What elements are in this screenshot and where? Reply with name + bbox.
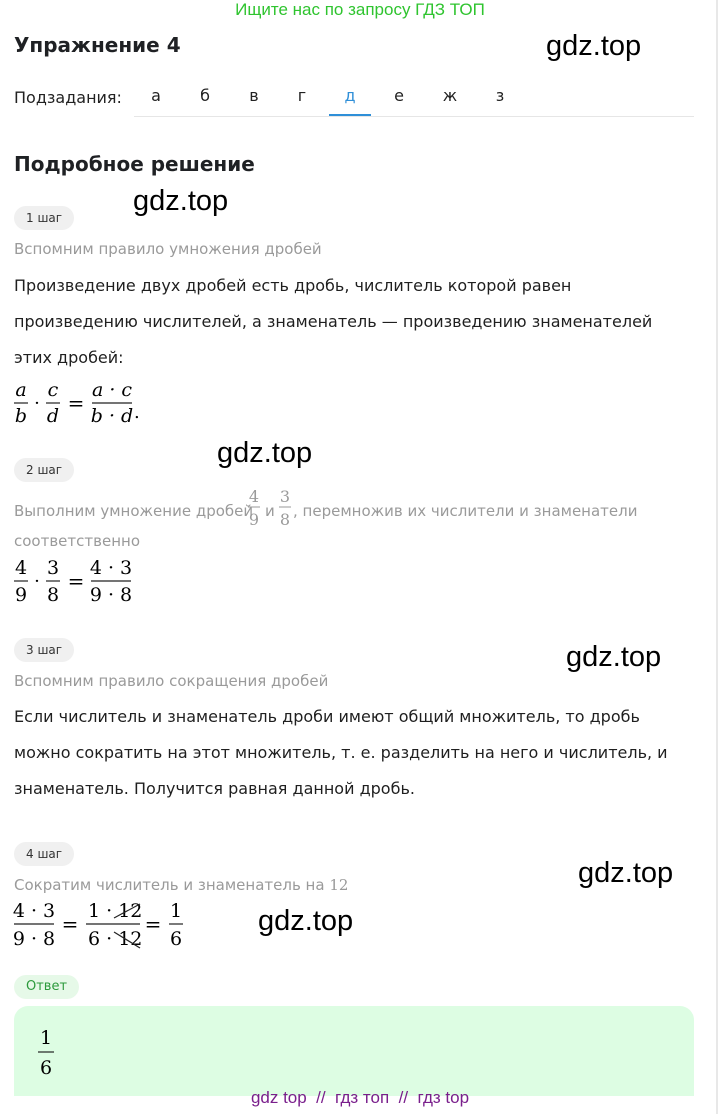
solution-heading: Подробное решение	[14, 152, 255, 176]
svg-text:9: 9	[14, 584, 28, 606]
svg-text:·: ·	[34, 571, 40, 592]
subtask-tabs	[134, 82, 694, 117]
svg-text:=: =	[67, 391, 85, 415]
page-title: Упражнение 4	[14, 33, 181, 57]
rule-line: Произведение двух дробей есть дробь, числитель которой равен	[14, 276, 572, 295]
step-caption: Выполним умножение дробей	[14, 502, 254, 520]
formula-fraction-product	[10, 378, 150, 430]
rule-line: этих дробей:	[14, 348, 124, 367]
tab-a[interactable]: а	[151, 86, 161, 105]
svg-text:·: ·	[34, 393, 40, 414]
rule-line: можно сократить на этот множитель, т. е. разделить на него и числитель, и	[14, 743, 668, 762]
svg-text:=: =	[61, 912, 79, 936]
divisor-number: 12	[329, 876, 349, 894]
rule-line: знаменатель. Получится равная данной дробь.	[14, 779, 415, 798]
subtasks-label: Подзадания:	[14, 88, 122, 107]
step-caption-connector: и	[265, 502, 275, 520]
svg-text:9 · 8: 9 · 8	[89, 584, 133, 606]
tab-e[interactable]: е	[394, 86, 404, 105]
svg-text:1: 1	[39, 1027, 53, 1049]
svg-text:4 · 3: 4 · 3	[89, 557, 133, 579]
svg-text:4: 4	[14, 557, 28, 579]
active-tab-indicator	[329, 114, 371, 116]
tab-d[interactable]: д	[344, 86, 356, 105]
step-caption: Сократим числитель и знаменатель на 12	[14, 876, 349, 894]
formula-step4	[10, 896, 190, 954]
svg-text:=: =	[144, 912, 162, 936]
result-denominator: b · d	[90, 405, 134, 427]
svg-text:8: 8	[279, 510, 291, 529]
watermark: gdz.top	[133, 185, 229, 217]
svg-text:.: .	[134, 402, 140, 423]
rule-text	[14, 268, 652, 376]
step-caption: Вспомним правило сокращения дробей	[14, 672, 329, 690]
tab-zh[interactable]: ж	[442, 86, 458, 105]
denominator-b: b	[14, 405, 28, 427]
rule-line: Если числитель и знаменатель дроби имеют общий множитель, то дробь	[14, 707, 640, 726]
watermark: gdz.top	[546, 30, 642, 62]
svg-text:6: 6	[39, 1057, 53, 1079]
rule-line: произведению числителей, а знаменатель — произведению знаменателей	[14, 312, 653, 331]
svg-text:6: 6	[169, 928, 183, 950]
svg-text:6 · 12: 6 · 12	[88, 928, 143, 950]
tab-z[interactable]: з	[495, 86, 505, 105]
svg-text:=: =	[67, 569, 85, 593]
tab-b[interactable]: б	[200, 86, 210, 105]
result-numerator: a · c	[91, 379, 133, 401]
step-caption-line2: соответственно	[14, 532, 140, 550]
tab-v[interactable]: в	[249, 86, 259, 105]
step-badge: 3 шаг	[14, 638, 74, 662]
svg-text:3: 3	[279, 487, 291, 506]
answer-badge: Ответ	[14, 975, 79, 999]
svg-text:4: 4	[248, 487, 260, 506]
watermark: gdz.top	[578, 857, 674, 889]
watermark: gdz.top	[566, 641, 662, 673]
step-badge: 2 шаг	[14, 458, 74, 482]
step-badge: 4 шаг	[14, 842, 74, 866]
answer-fraction	[34, 1024, 64, 1080]
step-caption: Вспомним правило умножения дробей	[14, 240, 322, 258]
svg-text:3: 3	[46, 557, 60, 579]
svg-text:1: 1	[169, 900, 183, 922]
reduction-rule-text	[14, 699, 668, 807]
tab-g[interactable]: г	[297, 86, 307, 105]
svg-text:8: 8	[46, 584, 60, 606]
step-caption-rest: , перемножив их числители и знаменатели	[293, 502, 638, 520]
svg-text:9 · 8: 9 · 8	[12, 928, 56, 950]
page-edge-divider	[716, 0, 718, 1114]
svg-text:1 · 12: 1 · 12	[88, 900, 143, 922]
footer-links[interactable]: gdz top // гдз топ // гдз top	[250, 1088, 470, 1107]
watermark: gdz.top	[258, 905, 354, 937]
promo-banner[interactable]: Ищите нас по запросу ГДЗ ТОП	[235, 0, 485, 19]
numerator-a: a	[15, 379, 27, 401]
svg-text:4 · 3: 4 · 3	[12, 900, 56, 922]
answer-box	[14, 1006, 694, 1096]
watermark: gdz.top	[217, 437, 313, 469]
formula-step2	[10, 554, 140, 608]
svg-text:9: 9	[248, 510, 260, 529]
numerator-c: c	[47, 379, 59, 401]
step-badge: 1 шаг	[14, 206, 74, 230]
denominator-d: d	[46, 405, 60, 427]
